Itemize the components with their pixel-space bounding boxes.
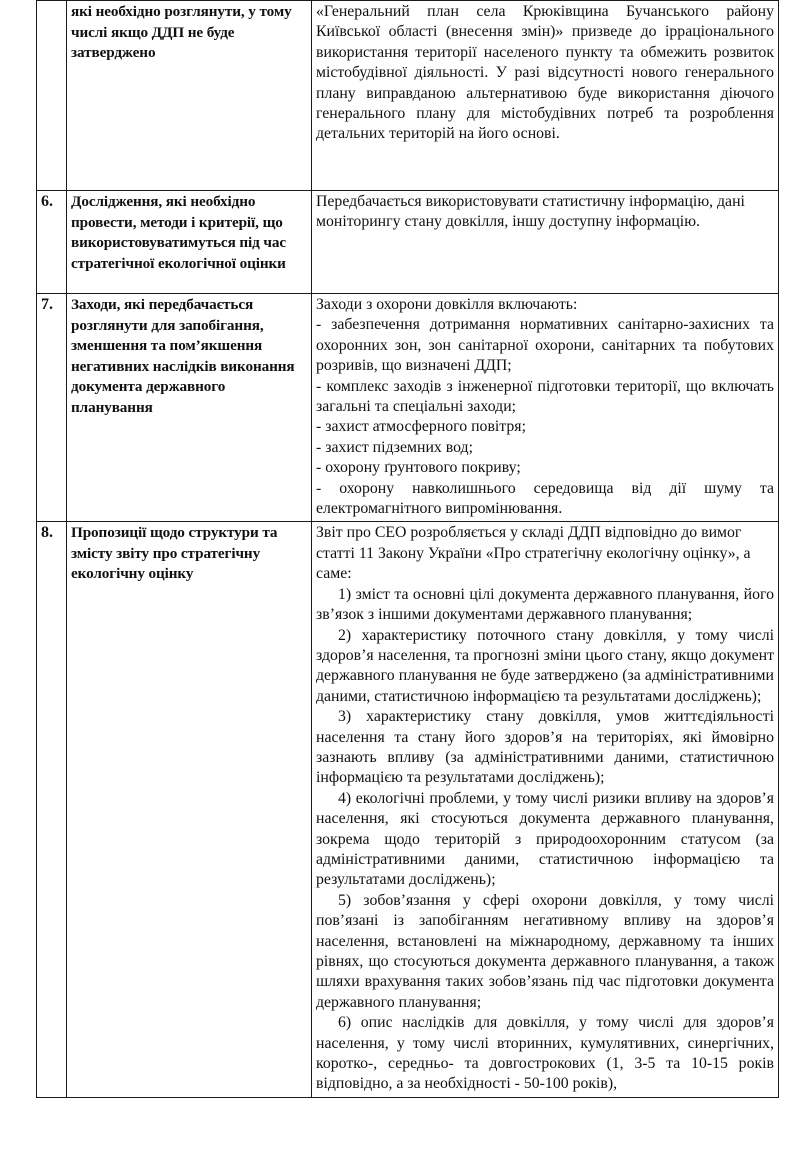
- list-item: 6) опис наслідків для довкілля, у тому числі для здоров’я населення, у тому числі вторинних, кумулятивних, синергічних, коротко-, середньо- та довгострокових (1, 3-5 та 10-15 років відповідно, а за необхідності - 50-100 років),: [316, 1014, 774, 1093]
- body-paragraph: «Генеральний план села Крюківщина Бучанського району Київської області (внесення змін)» призведе до ірраціонального використання території населеного пункту та обмежить розвиток містобудівної діяльності. У разі відсутності нового генерального плану виправданою альтернативою буде використання діючого генерального плану для містобудівних потреб та розроблення детальних територій на його основі.: [316, 3, 774, 143]
- list-item: - комплекс заходів з інженерної підготовки території, що включать загальні та спеціальні заходи;: [316, 377, 774, 416]
- body-intro: Звіт про СЕО розробляється у складі ДДП відповідно до вимог статті 11 Закону України «Про стратегічну екологічну оцінку», а саме:: [316, 524, 751, 583]
- body-paragraph: Передбачається використовувати статистичну інформацію, дані моніторингу стану довкілля, іншу доступну інформацію.: [316, 193, 745, 231]
- row-body: [312, 522, 779, 1097]
- row-body: [312, 294, 779, 522]
- table-row: [37, 191, 779, 294]
- row-number: [37, 1, 67, 191]
- list-item: 2) характеристику поточного стану довкілля, у тому числі здоров’я населення, та прогнозні зміни цього стану, якщо документ державного планування не буде затверджено (за адміністративними даними, статистичною інформацією та результатами досліджень);: [316, 626, 774, 705]
- list-item: 4) екологічні проблеми, у тому числі ризики впливу на здоров’я населення, які стосуються документа державного планування, зокрема щодо територій з природоохоронним статусом (за адміністративними даними, статистичною інформацією та результатами досліджень);: [316, 789, 774, 889]
- row-heading: які необхідно розглянути, у тому числі якщо ДДП не буде затверджено: [67, 1, 312, 191]
- row-heading: Пропозиції щодо структури та змісту звіту про стратегічну екологічну оцінку: [67, 522, 312, 1097]
- row-number: 6.: [37, 191, 67, 294]
- list-item: - захист підземних вод;: [316, 438, 473, 456]
- row-number: 8.: [37, 522, 67, 1097]
- list-item: 5) зобов’язання у сфері охорони довкілля, у тому числі пов’язані із запобіганням негативному впливу на здоров’я населення, встановлені на міжнародному, державному та інших рівнях, що стосуються документа державного планування, а також шляхи врахування таких зобов’язань під час підготовки документа державного планування;: [316, 891, 774, 1011]
- list-item: - забезпечення дотримання нормативних санітарно-захисних та охоронних зон, зон санітарної охорони, санітарних та побутових розривів, що визначені ДДП;: [316, 316, 774, 375]
- row-number: 7.: [37, 294, 67, 522]
- table-row: [37, 294, 779, 522]
- list-item: 1) зміст та основні цілі документа державного планування, його зв’язок з іншими документами державного планування;: [316, 585, 774, 624]
- list-item: - охорону ґрунтового покриву;: [316, 459, 521, 477]
- row-heading: Дослідження, які необхідно провести, методи і критерії, що використовуватимуться під час стратегічної екологічної оцінки: [67, 191, 312, 294]
- list-item: 3) характеристику стану довкілля, умов життєдіяльності населення та стану його здоров’я на територіях, які ймовірно зазнають впливу (за адміністративними даними, статистичною інформацією та результатами досліджень);: [316, 708, 774, 787]
- list-item: - захист атмосферного повітря;: [316, 418, 526, 436]
- table-row: [37, 522, 779, 1097]
- body-intro: Заходи з охорони довкілля включають:: [316, 296, 578, 313]
- assessment-table: [36, 0, 779, 1098]
- row-body: [312, 191, 779, 294]
- row-body: [312, 1, 779, 191]
- table-row: [37, 1, 779, 191]
- list-item: - охорону навколишнього середовища від дії шуму та електромагнітного випромінювання.: [316, 479, 774, 518]
- row-heading: Заходи, які передбачається розглянути для запобігання, зменшення та пом’якшення негативних наслідків виконання документа державного планування: [67, 294, 312, 522]
